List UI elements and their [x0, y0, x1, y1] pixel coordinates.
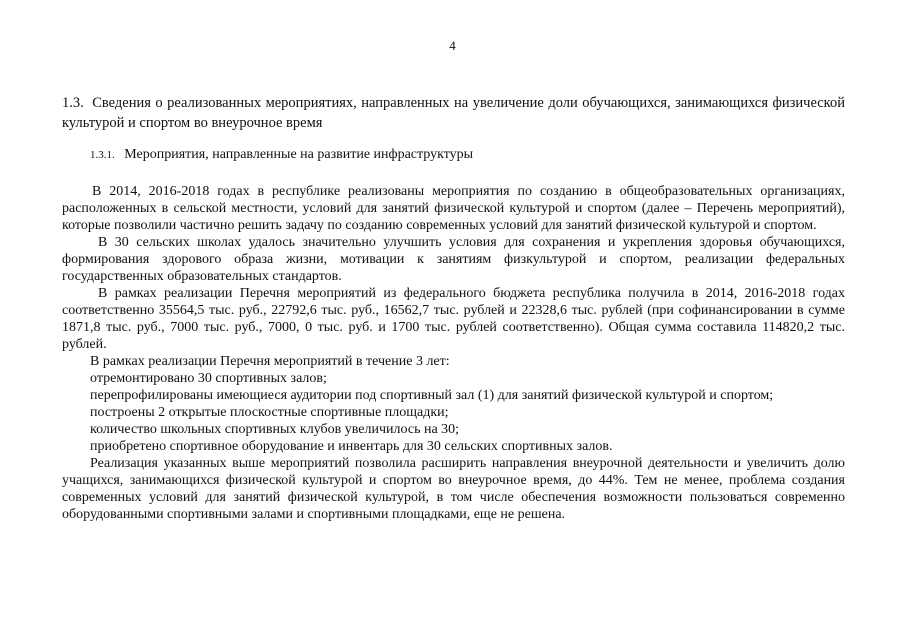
- page-number: 4: [449, 38, 456, 53]
- list-item: количество школьных спортивных клубов увеличилось на 30;: [90, 422, 460, 437]
- measures-list: [62, 353, 845, 455]
- paragraph-4: Реализация указанных выше мероприятий позволила расширить направления внеурочной деятельности и увеличить долю учащихся, занимающихся физической культурой и спортом во внеурочное время, до 44%. Тем не менее, проблема создания современных условий для занятий физической культурой, в том числе обеспечения возможности пользоваться современно оборудованными спортивными залами и спортивными площадками, еще не решена.: [62, 456, 845, 522]
- document-body: [62, 93, 845, 523]
- list-item: отремонтировано 30 спортивных залов;: [90, 371, 327, 386]
- section-title: Сведения о реализованных мероприятиях, направленных на увеличение доли обучающихся, занимающихся физической культурой и спортом во внеурочное время: [62, 95, 845, 131]
- subsection-title: Мероприятия, направленные на развитие инфраструктуры: [124, 147, 474, 162]
- section-number: 1.3.: [62, 95, 84, 111]
- list-intro: В рамках реализации Перечня мероприятий в течение 3 лет:: [90, 354, 450, 369]
- subsection-heading: [90, 145, 845, 165]
- list-item: приобретено спортивное оборудование и инвентарь для 30 сельских спортивных залов.: [90, 439, 613, 454]
- section-heading: [62, 93, 845, 133]
- paragraph-2: В 30 сельских школах удалось значительно улучшить условия для сохранения и укрепления здоровья обучающихся, формирования здорового образа жизни, мотивации к занятиям физкультурой и спортом, реализации федеральных государственных образовательных стандартов.: [62, 235, 845, 284]
- subsection-number: 1.3.1.: [90, 149, 115, 161]
- list-item: построены 2 открытые плоскостные спортивные площадки;: [90, 405, 449, 420]
- paragraph-3: В рамках реализации Перечня мероприятий из федерального бюджета республика получила в 2014, 2016-2018 годах соответственно 35564,5 тыс. руб., 22792,6 тыс. руб., 16562,7 тыс. рублей и 22328,6 тыс. рублей (при софинансировании в сумме 1871,8 тыс. руб., 7000 тыс. руб., 7000, 0 тыс. руб. и 1700 тыс. рублей соответственно). Общая сумма составила 114820,2 тыс. рублей.: [62, 286, 845, 352]
- list-item: перепрофилированы имеющиеся аудитории под спортивный зал (1) для занятий физической культурой и спортом;: [90, 388, 774, 403]
- paragraph-1: В 2014, 2016-2018 годах в республике реализованы мероприятия по созданию в общеобразовательных организациях, расположенных в сельской местности, условий для занятий физической культурой и спортом (далее – Перечень мероприятий), которые позволили частично решить задачу по созданию современных условий для занятий физической культурой и спортом.: [62, 184, 845, 233]
